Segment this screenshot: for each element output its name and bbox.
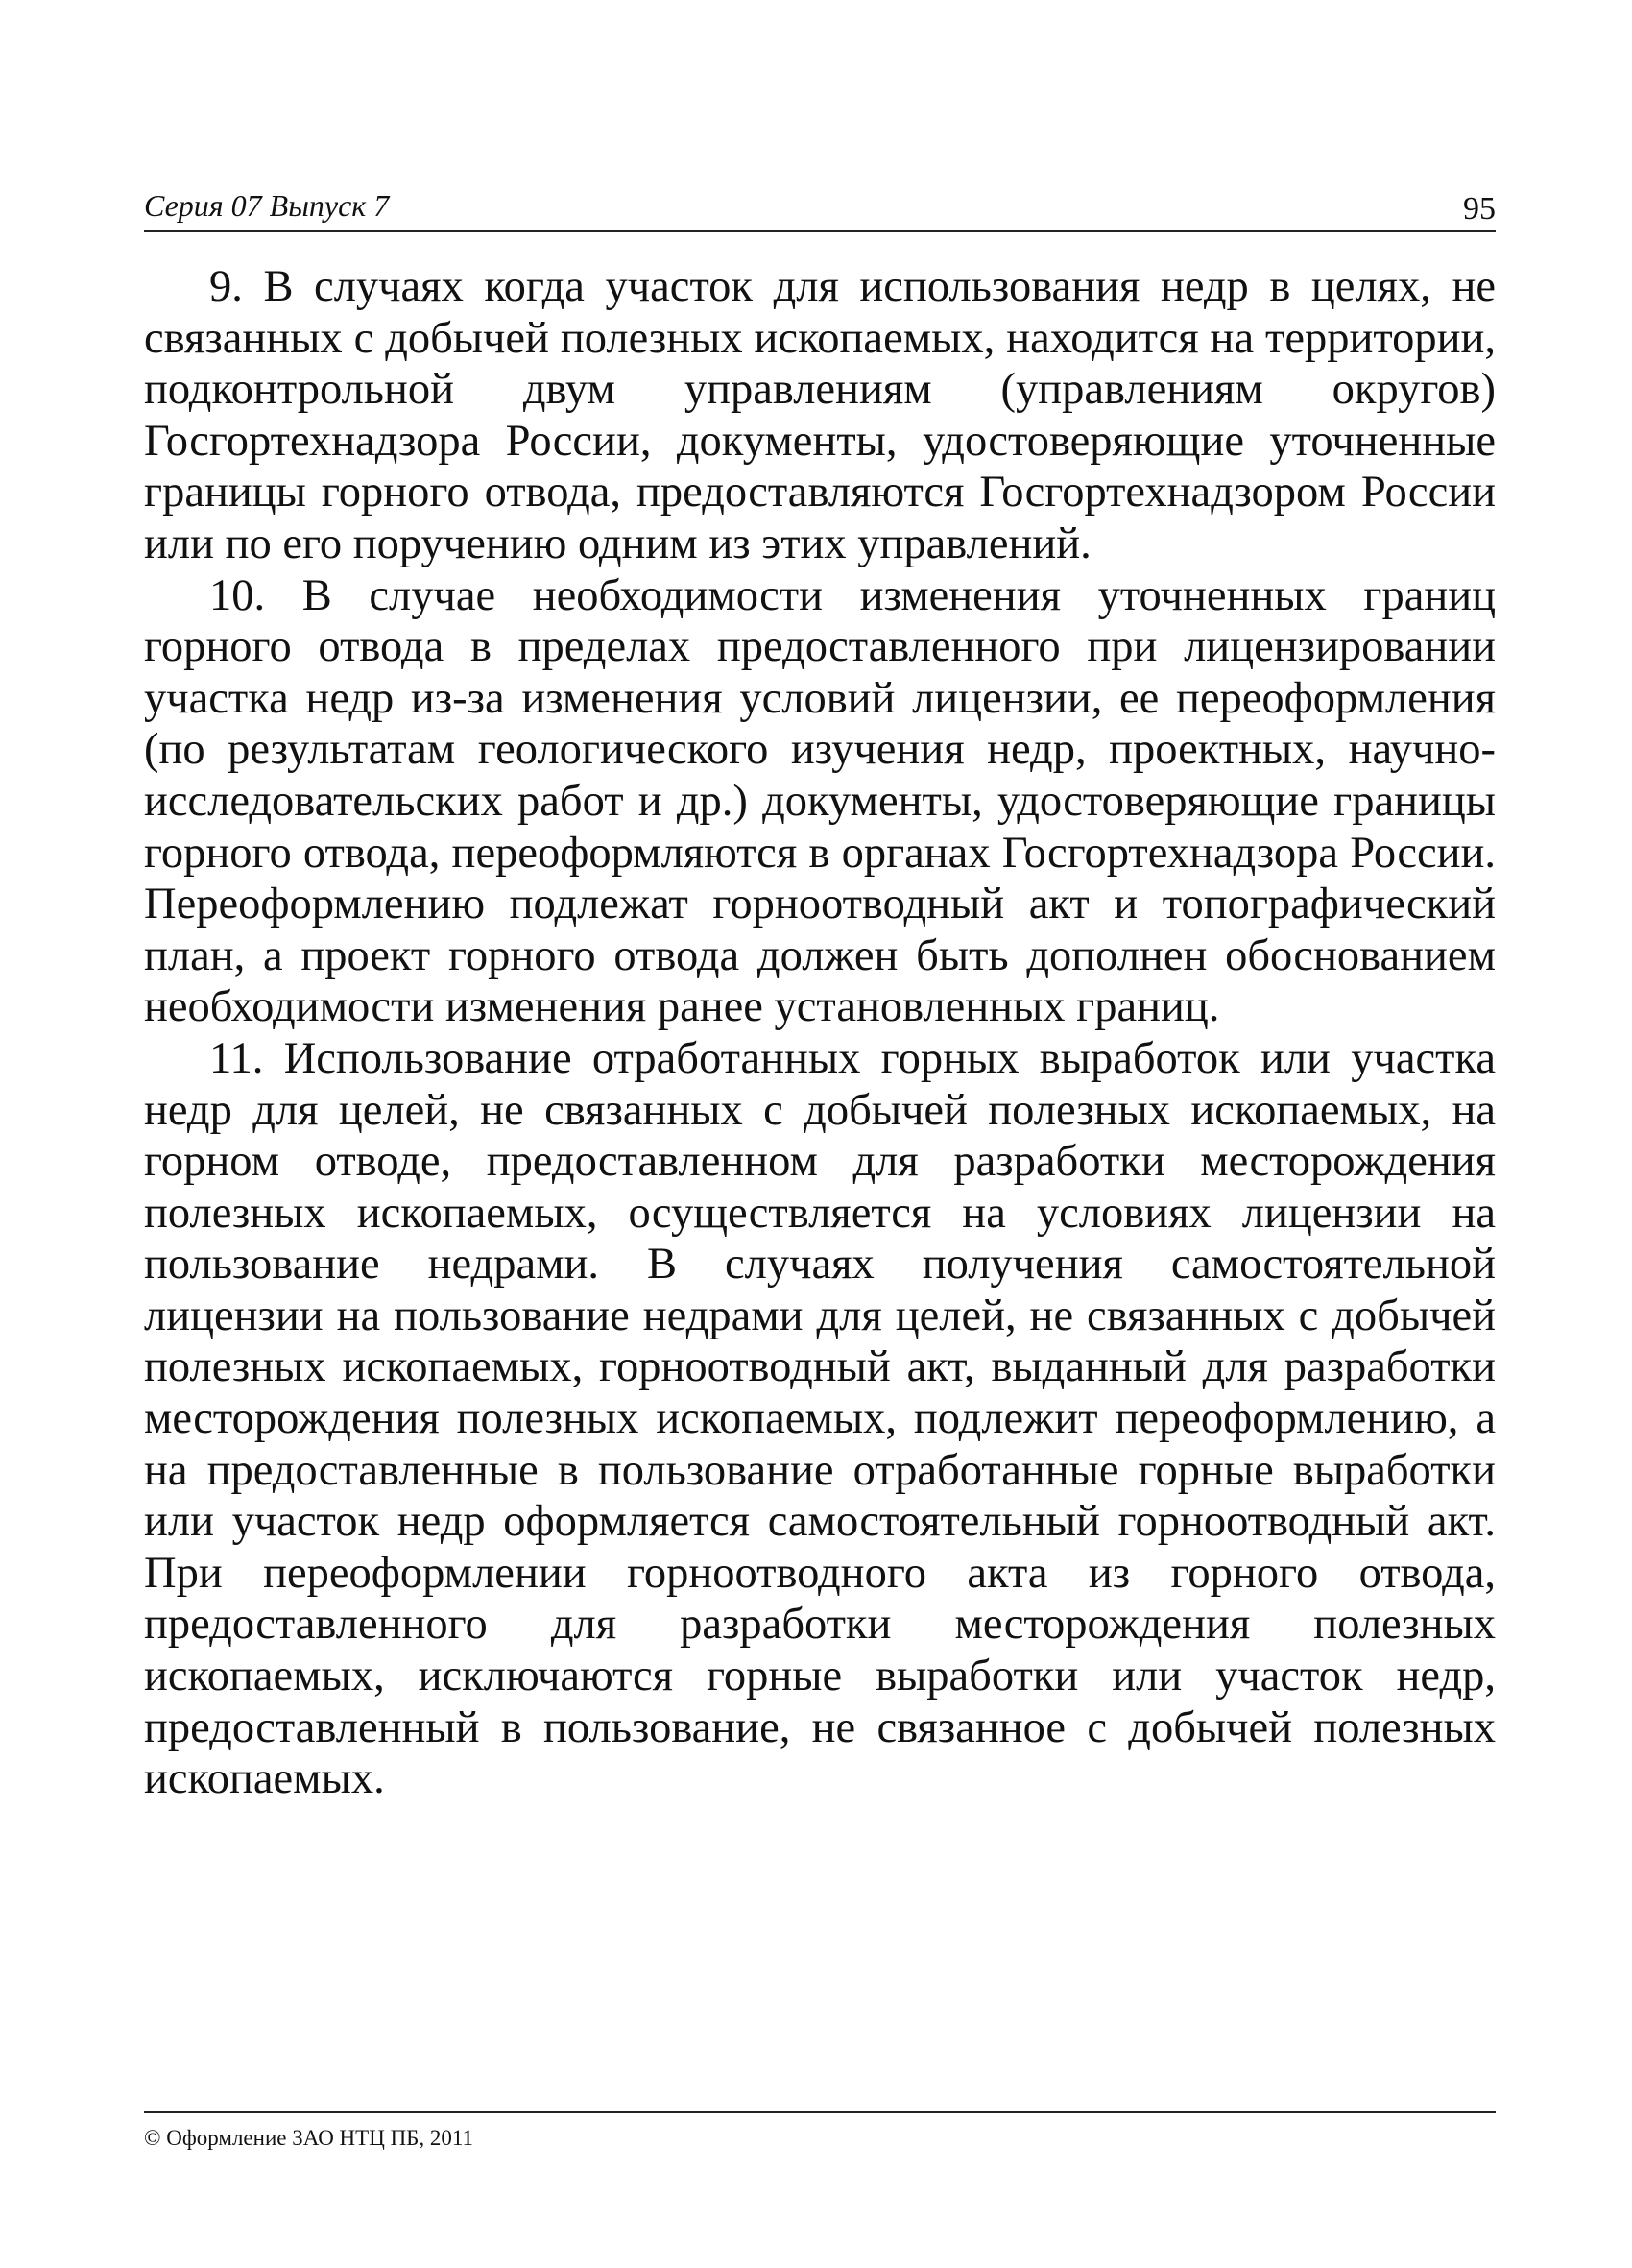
footer-divider (144, 2111, 1496, 2113)
copyright-footer: © Оформление ЗАО НТЦ ПБ, 2011 (144, 2126, 474, 2150)
paragraph-9: 9. В случаях когда участок для использования недр в целях, не связанных с добычей полезных ископаемых, находится на территории, подконтрольной двум управлениям (управлениям округов) Госгортехнадзора России, документы, удостоверяющие уточненные границы горного отвода, предоставляются Госгортехнадзором России или по его поручению одним из этих управлений. (144, 262, 1496, 568)
body-text (144, 261, 1496, 1805)
paragraph-10: 10. В случае необходимости изменения уточненных границ горного отвода в пределах предоставленного при лицензировании участка недр из-за изменения условий лицензии, ее переоформления (по результатам геологического изучения недр, проектных, научно-исследовательских работ и др.) документы, удостоверяющие границы горного отвода, переоформляются в органах Госгортехнадзора России. Переоформлению подлежат горноотводный акт и топографический план, а проект горного отвода должен быть дополнен обоснованием необходимости изменения ранее установленных границ. (144, 570, 1496, 1032)
paragraph-11: 11. Использование отработанных горных выработок или участка недр для целей, не связанных с добычей полезных ископаемых, на горном отводе, предоставленном для разработки месторождения полезных ископаемых, осуществляется на условиях лицензии на пользование недрами. В случаях получения самостоятельной лицензии на пользование недрами для целей, не связанных с добычей полезных ископаемых, горноотводный акт, выданный для разработки месторождения полезных ископаемых, подлежит переоформлению, а на предоставленные в пользование отработанные горные выработки или участок недр оформляется самостоятельный горноотводный акт. При переоформлении горноотводного акта из горного отвода, предоставленного для разработки месторождения полезных ископаемых, исключаются горные выработки или участок недр, предоставленный в пользование, не связанное с добычей полезных ископаемых. (144, 1033, 1496, 1804)
page-number: 95 (1463, 191, 1496, 227)
series-issue-label: Серия 07 Выпуск 7 (144, 188, 390, 223)
header-divider (144, 230, 1496, 232)
page-header (144, 184, 1496, 227)
